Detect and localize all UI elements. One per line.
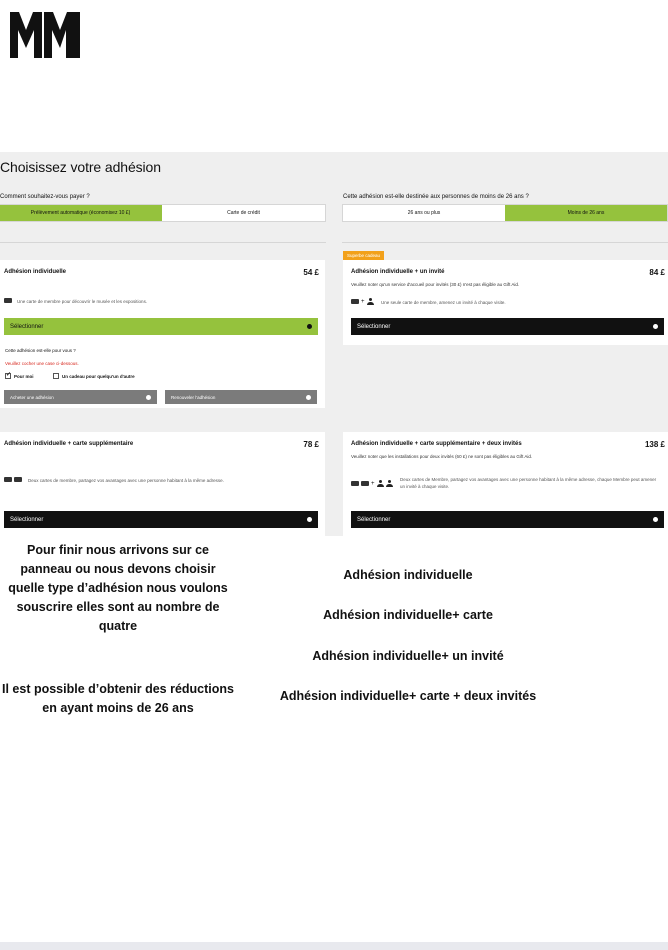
age-option-26-plus[interactable]: 26 ans ou plus <box>407 210 441 216</box>
checkbox-gift[interactable]: Un cadeau pour quelqu'un d'autre <box>53 373 135 379</box>
card-price: 84 £ <box>649 268 665 277</box>
age-toggle <box>342 204 668 222</box>
membership-card-individual-guest <box>343 260 668 345</box>
person-icon <box>386 480 393 487</box>
age-option-under-26[interactable]: Moins de 26 ans <box>505 205 667 221</box>
card-name: Adhésion individuelle + un invité <box>351 269 445 275</box>
card-description: Deux cartes de membre, partagez vos avantages avec une personne habitant à la même adresse. <box>28 478 224 483</box>
plus-icon: + <box>361 298 365 305</box>
card-description: Une carte de membre pour découvrir le musée et les expositions. <box>17 299 148 304</box>
info-icon <box>307 324 312 329</box>
card-price: 78 £ <box>303 440 319 449</box>
renew-membership-button[interactable]: Renouveler l'adhésion <box>165 390 317 404</box>
membership-list-item: Adhésion individuelle+ un invité <box>312 649 504 663</box>
gift-badge: Superbe cadeau <box>343 251 384 260</box>
membership-card-icon <box>4 477 12 482</box>
person-icon <box>367 298 374 305</box>
divider <box>0 242 326 243</box>
card-note: Veuillez noter que les installations pour deux invités (60 £) ne sont pas éligibles au Gift Aid. <box>351 454 533 459</box>
buy-membership-button[interactable]: Acheter une adhésion <box>4 390 157 404</box>
select-button[interactable]: Sélectionner <box>4 318 318 335</box>
membership-card-icon <box>14 477 22 482</box>
card-note: Veuillez noter qu'un service d'accueil pour invités (30 £) n'est pas éligible au Gift Aid. <box>351 282 520 287</box>
info-icon <box>146 395 151 400</box>
for-whom-question: Cette adhésion est-elle pour vous ? <box>5 348 76 353</box>
info-icon <box>306 395 311 400</box>
card-icons <box>4 298 12 303</box>
card-icons <box>351 298 374 305</box>
info-icon <box>653 517 658 522</box>
payment-toggle <box>0 204 326 222</box>
membership-card-icon <box>351 299 359 304</box>
card-price: 54 £ <box>303 268 319 277</box>
membership-card-individual <box>0 260 325 408</box>
checkbox-icon[interactable] <box>53 373 59 379</box>
membership-list-item: Adhésion individuelle+ carte <box>323 608 493 622</box>
payment-option-credit-card[interactable]: Carte de crédit <box>227 210 260 216</box>
card-name: Adhésion individuelle + carte supplémentaire + deux invités <box>351 441 522 447</box>
payment-question: Comment souhaitez-vous payer ? <box>0 194 90 200</box>
card-icons <box>351 480 393 487</box>
membership-screenshot <box>0 152 668 536</box>
page-title: Choisissez votre adhésion <box>0 159 161 175</box>
card-name: Adhésion individuelle + carte supplémentaire <box>4 441 134 447</box>
membership-card-icon <box>361 481 369 486</box>
membership-card-individual-extra-card-two-guests <box>343 432 668 536</box>
page-bottom-bar <box>0 942 668 950</box>
plus-icon: + <box>371 480 375 487</box>
select-button[interactable]: Sélectionner <box>351 318 664 335</box>
card-description: Deux cartes de Membre, partagez vos avantages avec une personne habitant à la même adresse, chaque Membre peut amener un invité à chaque visite. <box>400 477 657 489</box>
checkbox-for-me[interactable]: ✓Pour moi <box>5 373 34 379</box>
select-button[interactable]: Sélectionner <box>4 511 318 528</box>
reduction-text: Il est possible d’obtenir des réductions en ayant moins de 26 ans <box>2 682 234 715</box>
membership-card-icon <box>4 298 12 303</box>
payment-option-direct-debit[interactable]: Prélèvement automatique (économisez 10 £) <box>0 205 162 221</box>
info-icon <box>307 517 312 522</box>
card-icons <box>4 477 22 482</box>
card-description: Une seule carte de membre, amenez un invité à chaque visite. <box>381 300 506 305</box>
membership-list-item: Adhésion individuelle <box>343 568 473 582</box>
card-name: Adhésion individuelle <box>4 269 67 275</box>
card-price: 138 £ <box>644 440 665 449</box>
intro-text: Pour finir nous arrivons sur ce panneau ou nous devons choisir quelle type d’adhésion nous voulons souscrire elles sont au nombre de quatre <box>8 543 228 633</box>
info-icon <box>653 324 658 329</box>
checkbox-checked-icon[interactable] <box>5 373 11 379</box>
membership-card-individual-extra-card <box>0 432 325 536</box>
membership-card-icon <box>351 481 359 486</box>
age-question: Cette adhésion est-elle destinée aux personnes de moins de 26 ans ? <box>343 194 529 200</box>
divider <box>342 242 668 243</box>
warning-message: Veuillez cocher une case ci-dessous. <box>5 361 79 366</box>
membership-list-item: Adhésion individuelle+ carte + deux invités <box>279 689 537 703</box>
select-button[interactable]: Sélectionner <box>351 511 664 528</box>
person-icon <box>377 480 384 487</box>
mmi-logo-icon <box>8 8 82 60</box>
